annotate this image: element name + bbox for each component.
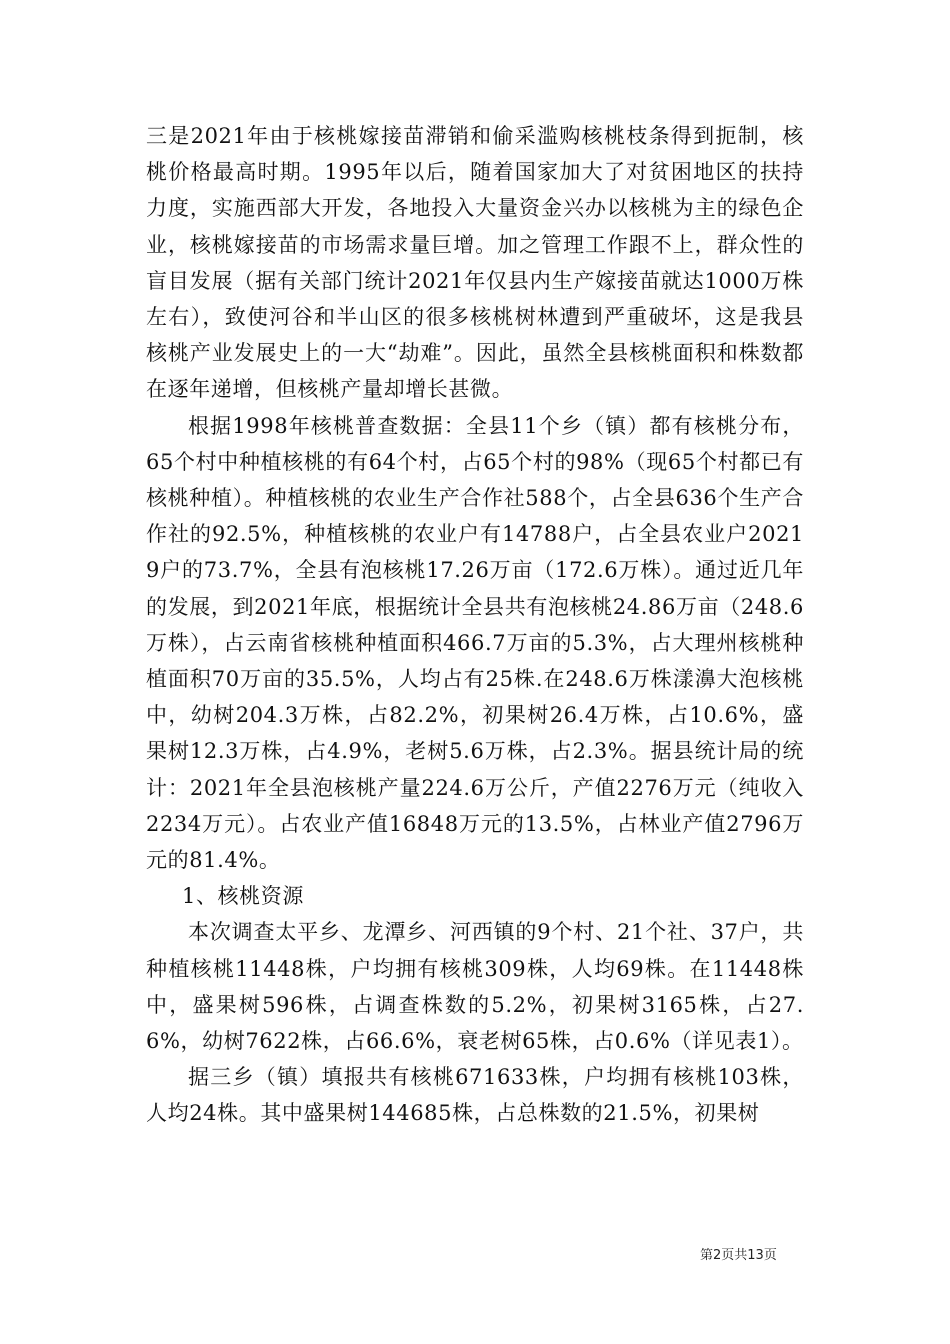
paragraph-price-history: 三是2021年由于核桃嫁接苗滞销和偷采滥购核桃枝条得到扼制，核桃价格最高时期。1995年以后，随着国家加大了对贫困地区的扶持力度，实施西部大开发，各地投入大量资金兴办以核桃为主的绿色企业，核桃嫁接苗的市场需求量巨增。加之管理工作跟不上，群众性的盲目发展（据有关部门统计2021年仅县内生产嫁接苗就达1000万株左右），致使河谷和半山区的很多核桃树林遭到严重破坏，这是我县核桃产业发展史上的一大“劫难”。因此，虽然全县核桃面积和株数都在逐年递增，但核桃产量却增长甚微。: [146, 124, 804, 402]
paragraph-township-report: 据三乡（镇）填报共有核桃671633株，户均拥有核桃103株，人均24株。其中盛果树144685株，占总株数的21.5%，初果树: [146, 1065, 804, 1126]
section-heading-walnut-resources: 1、核桃资源: [182, 884, 304, 909]
paragraph-census-data: 根据1998年核桃普查数据：全县11个乡（镇）都有核桃分布，65个村中种植核桃的有64个村，占65个村的98%（现65个村都已有核桃种植）。种植核桃的农业生产合作社588个，占全县636个生产合作社的92.5%，种植核桃的农业户有14788户，占全县农业户20219户的73.7%，全县有泡核桃17.26万亩（172.6万株）。通过近几年的发展，到2021年底，根据统计全县共有泡核桃24.86万亩（248.6万株），占云南省核桃种植面积466.7万亩的5.3%，占大理州核桃种植面积70万亩的35.5%，人均占有25株.在248.6万株漾濞大泡核桃中，幼树204.3万株，占82.2%，初果树26.4万株，占10.6%，盛果树12.3万株，占4.9%，老树5.6万株，占2.3%。据县统计局的统计：2021年全县泡核桃产量224.6万公斤，产值2276万元（纯收入2234万元）。占农业产值16848万元的13.5%，占林业产值2796万元的81.4%。: [146, 413, 804, 873]
paragraph-survey-results: 本次调查太平乡、龙潭乡、河西镇的9个村、21个社、37户，共种植核桃11448株，户均拥有核桃309株，人均69株。在11448株中，盛果树596株，占调查株数的5.2%，初果树3165株，占27.6%，幼树7622株，占66.6%，衰老树65株，占0.6%（详见表1）。: [146, 920, 804, 1054]
document-body: [146, 118, 804, 1132]
page-number-footer: 第2页共13页: [700, 1248, 777, 1263]
